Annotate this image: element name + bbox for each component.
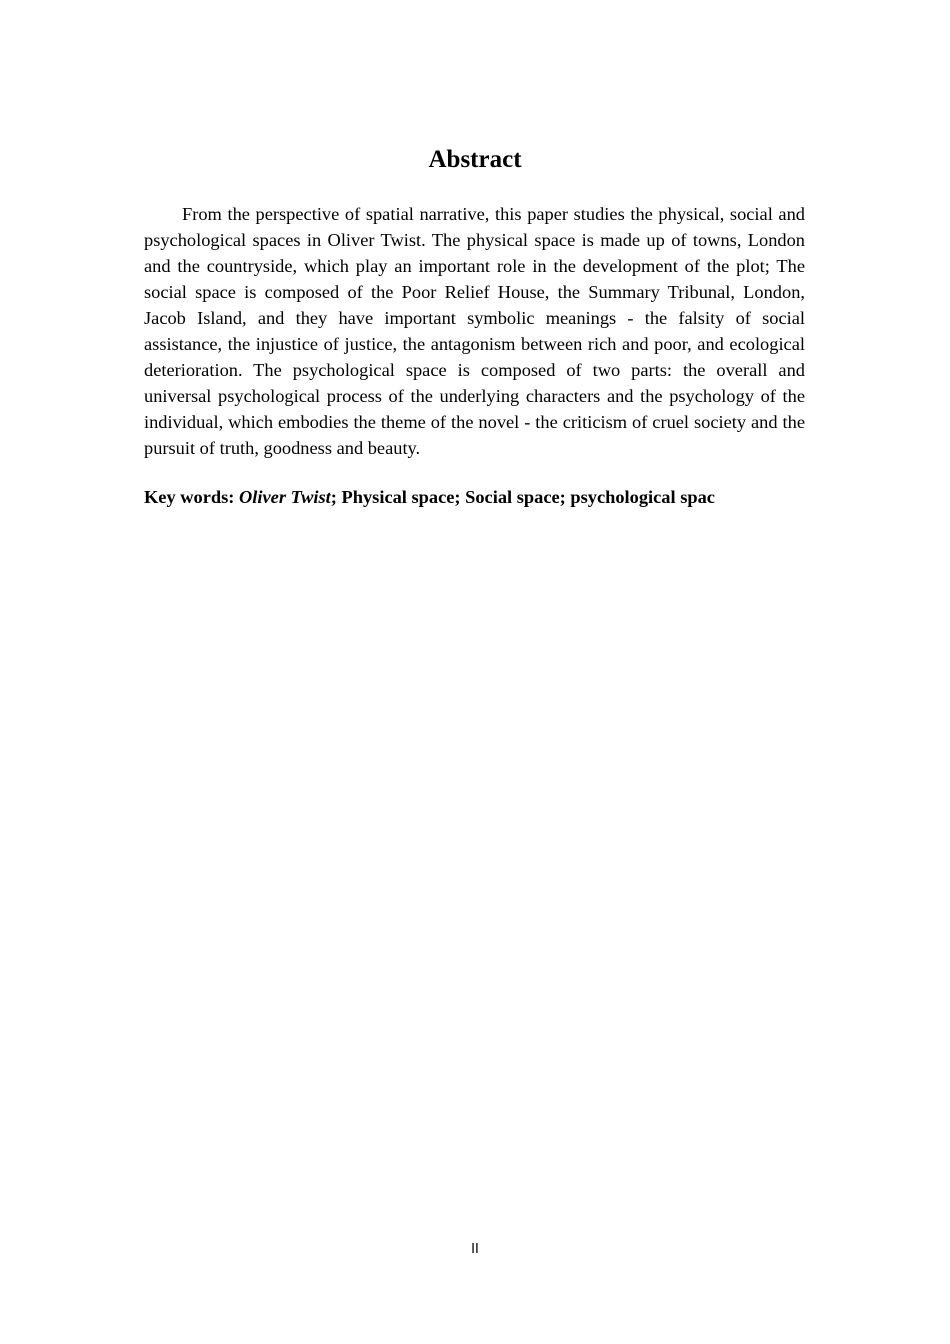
keywords-rest: ; Physical space; Social space; psychological spac	[330, 487, 715, 507]
page-number: II	[471, 1242, 479, 1257]
abstract-title: Abstract	[428, 146, 522, 173]
abstract-paragraph: From the perspective of spatial narrative, this paper studies the physical, social and psychological spaces in Oliver Twist. The physical space is made up of towns, London and the countryside, which play an important role in the development of the plot; The social space is composed of the Poor Relief House, the Summary Tribunal, London, Jacob Island, and they have important symbolic meanings - the falsity of social assistance, the injustice of justice, the antagonism between rich and poor, and ecological deterioration. The psychological space is composed of two parts: the overall and universal psychological process of the underlying characters and the psychology of the individual, which embodies the theme of the novel - the criticism of cruel society and the pursuit of truth, goodness and beauty.	[144, 204, 805, 458]
keywords-line	[144, 484, 805, 510]
keywords-label: Key words:	[144, 487, 240, 507]
keywords-italic-term: Oliver Twist	[239, 487, 331, 507]
